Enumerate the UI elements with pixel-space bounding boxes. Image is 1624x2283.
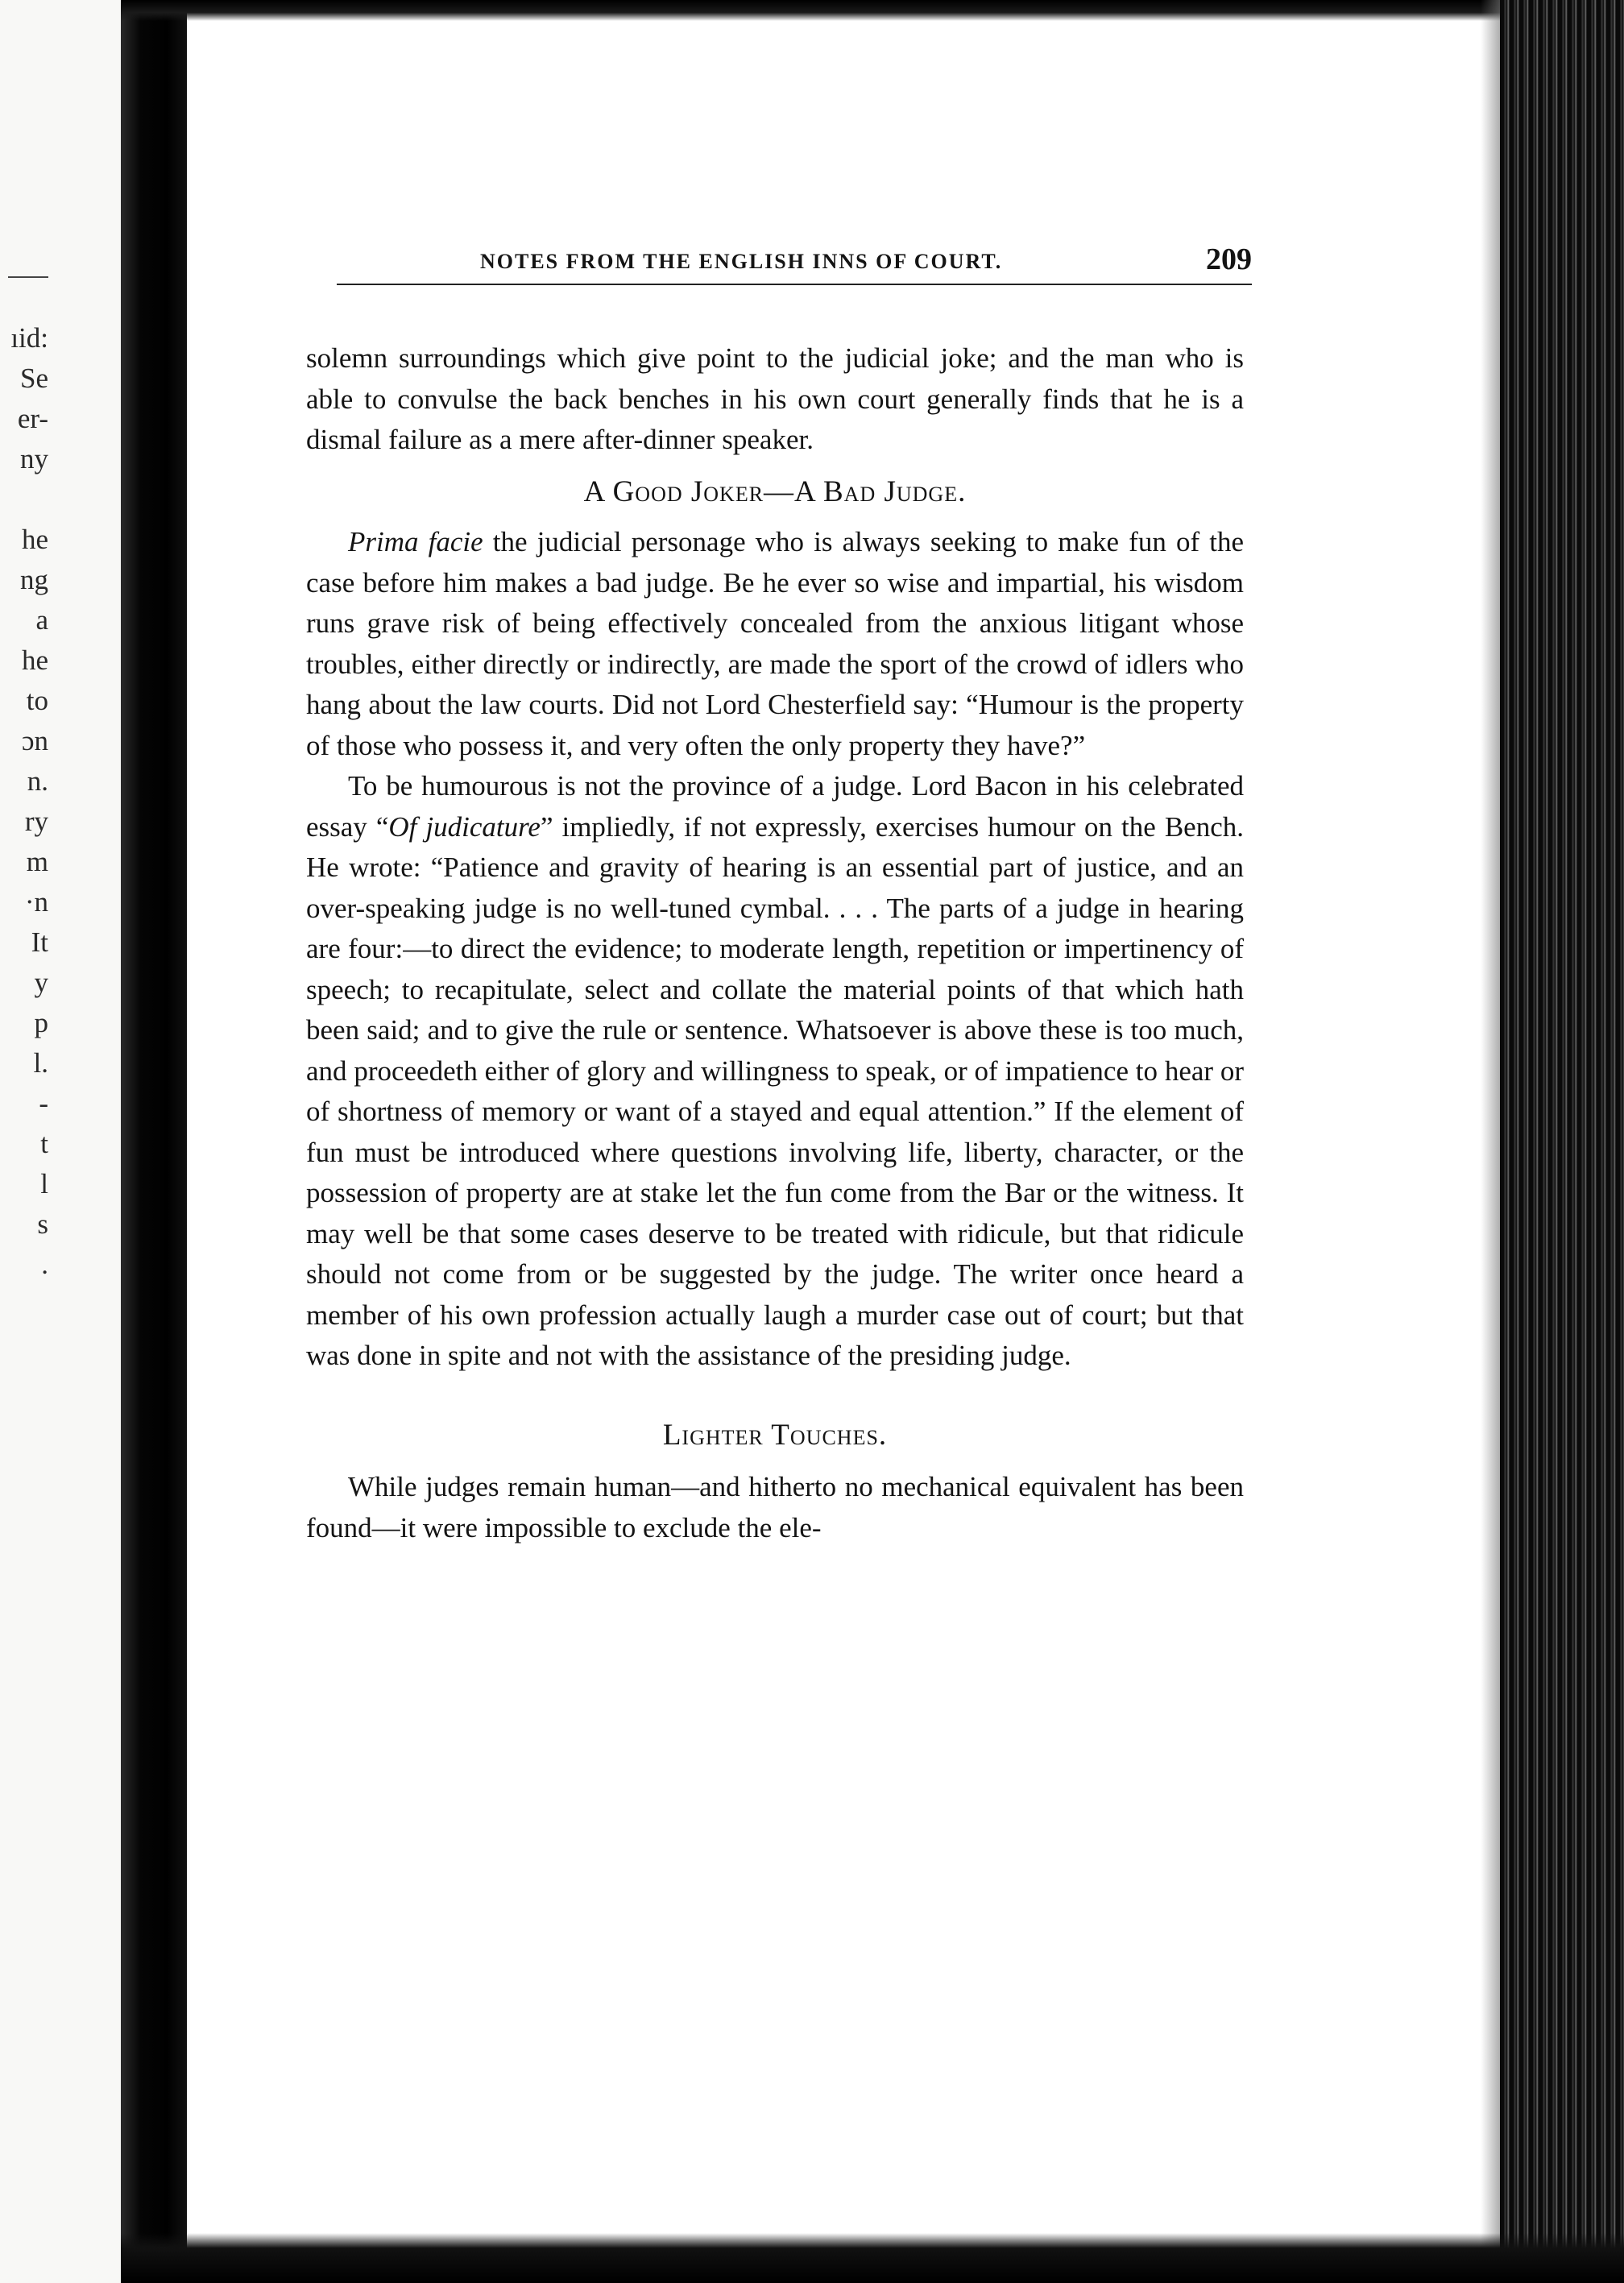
facing-page-fragment: - xyxy=(39,1088,48,1119)
running-head xyxy=(337,242,1252,285)
facing-page-fragment: ıid: xyxy=(10,322,48,354)
facing-page-fragment: ɔn xyxy=(21,725,48,756)
facing-page-fragment: m xyxy=(26,846,48,877)
facing-page-fragment: ng xyxy=(20,564,48,595)
facing-page-fragment: he xyxy=(21,644,48,676)
scan-top-edge xyxy=(121,0,1506,21)
facing-page-fragment: y xyxy=(34,967,48,998)
paragraph-judges-human: While judges remain human—and hitherto no mechanical equivalent has been found—it were impossible to exclude the ele- xyxy=(306,1471,1244,1543)
italic-phrase: Prima facie xyxy=(348,526,483,557)
facing-page-fragment xyxy=(0,479,48,520)
facing-page-fragment: he xyxy=(21,524,48,555)
facing-page-fragment: l. xyxy=(33,1047,48,1079)
facing-page-fragment: s xyxy=(37,1208,48,1240)
facing-page-fragment: It xyxy=(31,926,48,958)
paragraph-prima-facie xyxy=(306,522,1244,766)
facing-page-fragment: to xyxy=(26,685,48,716)
page-number: 209 xyxy=(1206,242,1252,276)
facing-page-fragment: ·n xyxy=(24,886,48,918)
section-heading-lighter-touches: Lighter Touches. xyxy=(662,1418,888,1452)
facing-page-fragment: t xyxy=(40,1128,48,1159)
scan-bottom-edge xyxy=(121,2233,1624,2283)
paragraph-text: ” impliedly, if not expressly, exercises humour on the Bench. He wrote: “Patience and gravity of hearing is an essential part of justice, and an over-speaking judge is no well-tuned cymbal. . . . The parts of a judge in hearing are four:—to direct the evidence; to moderate length, repetition or impertinency of speech; to recapitulate, select and collate the material points of that which hath been said; and to give the rule or sentence. Whatsoever is above these is too much, and proceedeth either of glory and willingness to speak, or of impatience to hear or of shortness of memory or want of a stayed and equal attention.” If the element of fun must be introduced where questions involving life, liberty, character, or the possession of property are at stake let the fun come from the Bar or the witness. It may well be that some cases deserve to be treated with ridicule, but that ridicule should not come from or be suggested by the judge. The writer once heard a member of his own profession actually laugh a murder case out of court; but that was done in spite and not with the assistance of the presiding judge. xyxy=(306,810,1244,1371)
facing-page-fragments xyxy=(0,318,48,1285)
facing-page-fragment: p xyxy=(34,1007,48,1038)
book-gutter-shadow xyxy=(121,0,187,2283)
paragraph-bacon xyxy=(306,766,1244,1377)
facing-page-fragment: . xyxy=(41,1249,48,1280)
scan-right-edge xyxy=(1500,0,1624,2283)
facing-page-fragment: a xyxy=(35,604,48,636)
facing-page-fragment: ry xyxy=(24,806,48,837)
paragraph-text: To be humourous is not the province of a judge. Lord Bacon in his celebrated essay “ xyxy=(306,770,1244,843)
facing-page-fragment: ny xyxy=(20,443,48,474)
running-title: NOTES FROM THE ENGLISH INNS OF COURT. xyxy=(480,250,1003,273)
page-body xyxy=(306,338,1244,1548)
facing-page-fragment: n. xyxy=(27,765,48,797)
facing-page-fragment: l xyxy=(40,1168,48,1200)
facing-page-fragment: er- xyxy=(17,403,48,434)
facing-page-fragment: Se xyxy=(20,363,48,394)
facing-page-rule xyxy=(8,276,48,278)
paragraph-continued: solemn surroundings which give point to the judicial joke; and the man who is able to convulse the back benches in his own court generally finds that he is a dismal failure as a mere after-dinner speaker. xyxy=(306,342,1244,455)
paragraph-text: the judicial personage who is always seeking to make fun of the case before him makes a bad judge. Be he ever so wise and impartial, his wisdom runs grave risk of being effectively concealed from the anxious litigant whose troubles, either directly or indirectly, are made the sport of the crowd of idlers who hang about the law courts. Did not Lord Chesterfield say: “Humour is the property of those who possess it, and very often the only property they have?” xyxy=(306,526,1244,761)
section-heading-good-joker: A Good Joker—A Bad Judge. xyxy=(583,474,967,508)
italic-essay-title: Of judicature xyxy=(388,810,541,843)
